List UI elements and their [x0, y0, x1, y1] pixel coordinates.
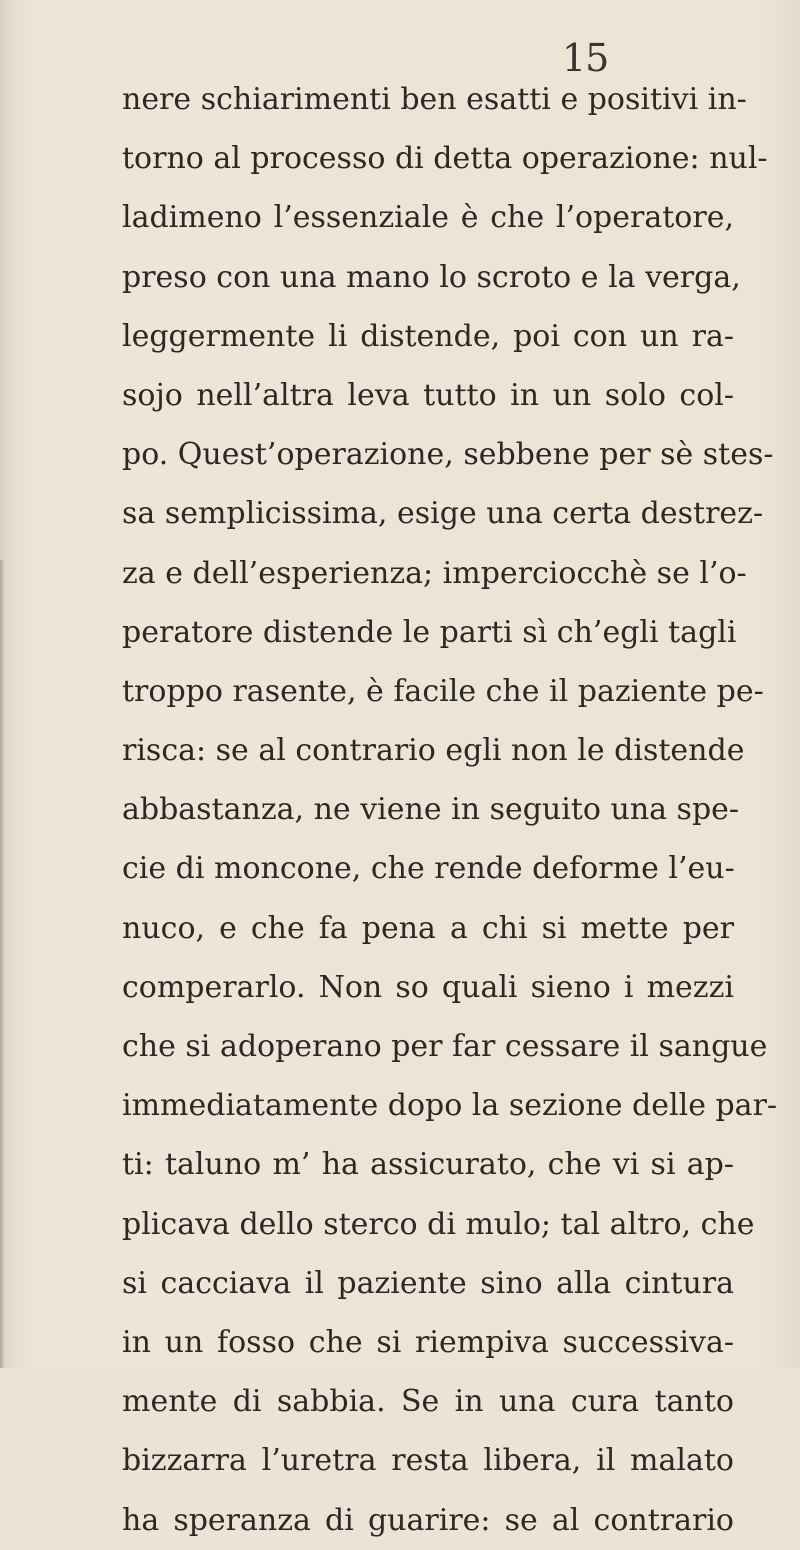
text-line: si cacciava il paziente sino alla cintura: [122, 1265, 734, 1301]
text-line: immediatamente dopo la sezione delle par-: [122, 1088, 778, 1124]
text-line: mente di sabbia. Se in una cura tanto: [122, 1384, 734, 1420]
text-line: comperarlo. Non so quali sieno i mezzi: [122, 969, 734, 1005]
text-line: sa semplicissima, esige una certa destrez-: [122, 496, 764, 532]
text-line: cie di moncone, che rende deforme l’eu-: [122, 851, 735, 887]
text-line: leggermente li distende, poi con un ra-: [122, 318, 734, 354]
text-line: sojo nell’altra leva tutto in un solo col-: [122, 377, 734, 413]
text-line: bizzarra l’uretra resta libera, il malato: [122, 1443, 734, 1479]
text-line: plicava dello sterco di mulo; tal altro, che: [122, 1206, 755, 1242]
text-line: abbastanza, ne viene in seguito una spe-: [122, 792, 740, 828]
text-line: ha speranza di guarire: se al contrario: [122, 1502, 734, 1538]
text-line: risca: se al contrario egli non le distende: [122, 733, 745, 769]
text-line: troppo rasente, è facile che il paziente pe-: [122, 673, 764, 709]
text-line: torno al processo di detta operazione: nul-: [122, 141, 768, 177]
text-line: ti: taluno m’ ha assicurato, che vi si ap-: [122, 1147, 734, 1183]
text-line: ladimeno l’essenziale è che l’operatore,: [122, 200, 734, 236]
text-line: po. Quest’operazione, sebbene per sè stes-: [122, 437, 774, 473]
text-line: za e dell’esperienza; imperciocchè se l’o-: [122, 555, 747, 591]
text-line: preso con una mano lo scroto e la verga,: [122, 259, 741, 295]
text-line: nuco, e che fa pena a chi si mette per: [122, 910, 734, 946]
page-number: 15: [562, 36, 609, 80]
text-line: nere schiarimenti ben esatti e positivi in-: [122, 82, 747, 117]
text-line: che si adoperano per far cessare il sangue: [122, 1029, 768, 1064]
body-text: [122, 70, 778, 1550]
text-line: in un fosso che si riempiva successiva-: [122, 1324, 734, 1360]
page-binding-edge: [0, 560, 4, 1368]
text-line: peratore distende le parti sì ch’egli tagli: [122, 614, 737, 650]
